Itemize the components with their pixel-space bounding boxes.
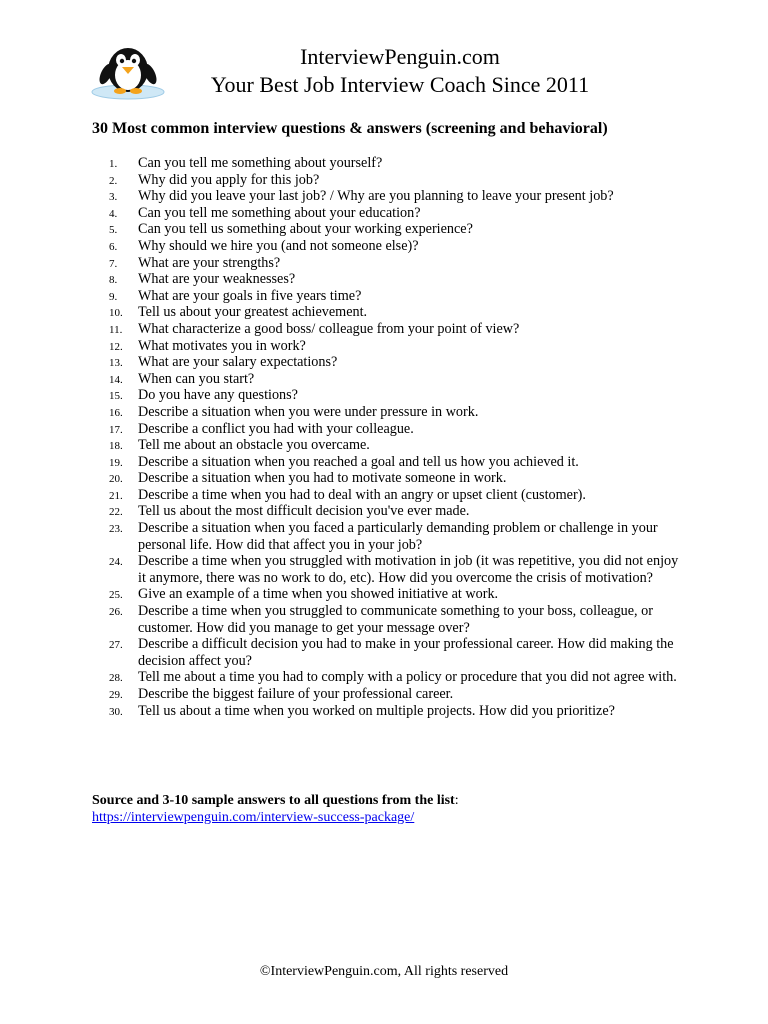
- question-text: Tell me about an obstacle you overcame.: [138, 437, 370, 454]
- question-text: Tell us about your greatest achievement.: [138, 304, 368, 321]
- penguin-icon: [90, 38, 168, 100]
- question-number: 24.: [109, 556, 123, 569]
- question-item: [0, 338, 768, 355]
- question-number: 16.: [109, 406, 123, 419]
- question-item: [0, 238, 768, 255]
- question-text: What are your salary expectations?: [138, 354, 338, 371]
- question-item: [0, 669, 768, 686]
- question-item: [0, 454, 768, 471]
- question-number: 15.: [109, 390, 123, 403]
- question-number: 19.: [109, 456, 123, 469]
- question-number: 3.: [109, 191, 118, 204]
- question-item: [0, 288, 768, 305]
- question-number: 20.: [109, 473, 123, 486]
- question-item: [0, 321, 768, 338]
- question-number: 29.: [109, 689, 123, 701]
- question-number: 17.: [109, 423, 123, 436]
- question-text: Do you have any questions?: [138, 387, 298, 404]
- question-item: [0, 354, 768, 371]
- question-number: 1.: [109, 158, 118, 170]
- source-label: Source and 3-10 sample answers to all questions from the list: [92, 793, 455, 808]
- question-number: 14.: [109, 373, 123, 386]
- question-number: 18.: [109, 440, 123, 453]
- question-number: 5.: [109, 224, 118, 237]
- question-item: [0, 636, 768, 669]
- question-item: [0, 603, 768, 636]
- question-text: When can you start?: [138, 370, 255, 387]
- question-item: [0, 470, 768, 487]
- question-number: 6.: [109, 240, 118, 253]
- question-text: Give an example of a time when you showed initiative at work.: [138, 586, 499, 603]
- question-text: Describe a situation when you faced a particularly demanding problem or challenge in your personal life. How did that affect you in your job?: [138, 520, 658, 553]
- question-item: [0, 255, 768, 272]
- question-number: 7.: [109, 257, 118, 270]
- question-item: [0, 172, 768, 189]
- question-number: 28.: [109, 672, 123, 685]
- source-colon: :: [454, 793, 459, 808]
- question-number: 11.: [109, 323, 123, 336]
- site-tagline: Your Best Job Interview Coach Since 2011: [210, 72, 590, 97]
- site-name: InterviewPenguin.com: [300, 44, 500, 69]
- question-number: 22.: [109, 506, 123, 519]
- question-text: Describe a conflict you had with your colleague.: [138, 420, 414, 437]
- question-text: Describe a difficult decision you had to make in your professional career. How did making the decision affect you?: [138, 636, 674, 669]
- question-text: Describe a situation when you had to motivate someone in work.: [138, 470, 507, 487]
- source-link[interactable]: https://interviewpenguin.com/interview-success-package/: [92, 809, 415, 825]
- question-number: 10.: [109, 307, 123, 320]
- question-text: Describe a time when you struggled to communicate something to your boss, colleague, or customer. How did you manage to get your message over?: [138, 603, 653, 636]
- question-item: [0, 686, 768, 703]
- question-number: 12.: [109, 340, 123, 353]
- question-text: Why should we hire you (and not someone else)?: [138, 237, 419, 254]
- question-text: Can you tell us something about your working experience?: [138, 221, 473, 238]
- question-text: Describe the biggest failure of your professional career.: [138, 686, 454, 702]
- question-text: Tell us about the most difficult decision you've ever made.: [138, 503, 470, 520]
- question-item: [0, 437, 768, 454]
- question-text: What characterize a good boss/ colleague from your point of view?: [138, 320, 520, 337]
- question-item: [0, 188, 768, 205]
- question-text: Describe a situation when you were under pressure in work.: [138, 403, 479, 420]
- question-text: Why did you apply for this job?: [138, 171, 320, 188]
- question-number: 30.: [109, 705, 123, 718]
- copyright-footer: ©InterviewPenguin.com, All rights reserved: [259, 964, 509, 979]
- question-text: Tell us about a time when you worked on multiple projects. How did you prioritize?: [138, 702, 615, 719]
- question-text: Describe a situation when you reached a goal and tell us how you achieved it.: [138, 453, 579, 470]
- question-number: 4.: [109, 207, 118, 220]
- question-number: 2.: [109, 174, 118, 187]
- question-item: [0, 387, 768, 404]
- question-item: [0, 371, 768, 388]
- question-item: [0, 205, 768, 222]
- question-number: 25.: [109, 589, 123, 602]
- question-text: What are your goals in five years time?: [138, 287, 362, 304]
- question-text: What are your strengths?: [138, 254, 281, 271]
- question-text: What motivates you in work?: [138, 337, 306, 354]
- question-text: Can you tell me something about your education?: [138, 204, 421, 221]
- question-item: [0, 271, 768, 288]
- page-title: 30 Most common interview questions & answers (screening and behavioral): [92, 120, 608, 137]
- question-number: 9.: [109, 290, 118, 303]
- question-text: Can you tell me something about yourself?: [138, 155, 383, 171]
- question-text: Describe a time when you struggled with motivation in job (it was repetitive, you did not enjoy it anymore, there was no work to do, etc). How did you overcome the crisis of motivation?: [138, 553, 679, 586]
- question-item: [0, 155, 768, 172]
- question-number: 8.: [109, 274, 118, 287]
- question-item: [0, 421, 768, 438]
- question-list: [0, 155, 768, 719]
- question-item: [0, 586, 768, 603]
- question-text: Tell me about a time you had to comply with a policy or procedure that you did not agree with.: [138, 669, 677, 686]
- question-text: What are your weaknesses?: [138, 271, 296, 288]
- question-item: [0, 304, 768, 321]
- question-number: 27.: [109, 639, 123, 652]
- question-item: [0, 221, 768, 238]
- question-item: [0, 503, 768, 520]
- question-item: [0, 703, 768, 720]
- question-number: 13.: [109, 357, 123, 370]
- question-item: [0, 404, 768, 421]
- question-text: Why did you leave your last job? / Why are you planning to leave your present job?: [138, 188, 614, 205]
- question-number: 26.: [109, 606, 123, 619]
- question-number: 23.: [109, 523, 123, 536]
- question-item: [0, 553, 768, 586]
- question-text: Describe a time when you had to deal with an angry or upset client (customer).: [138, 486, 586, 503]
- question-item: [0, 487, 768, 504]
- question-item: [0, 520, 768, 553]
- question-number: 21.: [109, 489, 123, 502]
- source-block: [92, 793, 459, 826]
